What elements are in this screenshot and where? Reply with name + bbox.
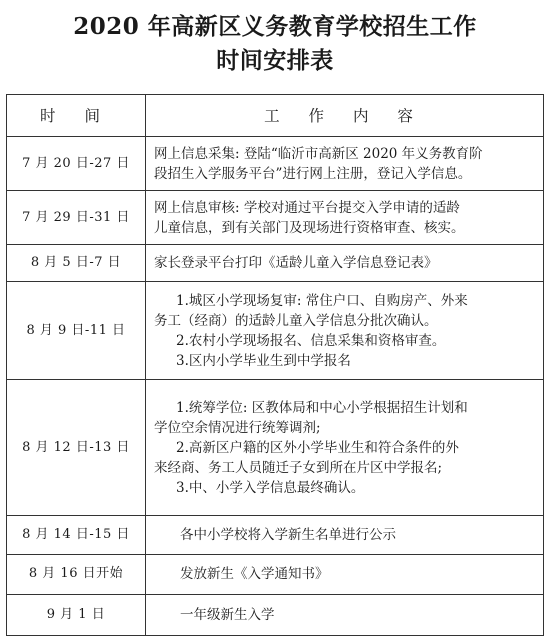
- content-line: 段招生入学服务平台”进行网上注册，登记入学信息。: [154, 165, 472, 182]
- content-line: 网上信息采集: 登陆“临沂市高新区 2020 年义务教育阶: [154, 145, 483, 162]
- table-row: [7, 244, 544, 281]
- content-line: 网上信息审核: 学校对通过平台提交入学申请的适龄: [154, 199, 460, 216]
- row-content: [146, 555, 544, 594]
- row-time: 8 月 14 日-15 日: [7, 515, 146, 554]
- content-line: 学位空余情况进行统筹调剂;: [154, 419, 321, 436]
- document-title: 2020 年高新区义务教育学校招生工作: [73, 13, 477, 40]
- table-header-row: [7, 95, 544, 137]
- content-line: 家长登录平台打印《适龄儿童入学信息登记表》: [154, 255, 438, 272]
- table-row: [7, 380, 544, 516]
- table-row: [7, 137, 544, 191]
- document-subtitle: 时间安排表: [216, 47, 334, 74]
- row-time: 8 月 5 日-7 日: [7, 244, 146, 281]
- header-time: 时 间: [7, 95, 146, 137]
- content-line: 一年级新生入学: [180, 606, 275, 623]
- content-line: 3.中、小学入学信息最终确认。: [176, 479, 365, 496]
- content-line: 3.区内小学毕业生到中学报名: [176, 352, 351, 369]
- row-time: 7 月 29 日-31 日: [7, 191, 146, 245]
- row-content: [146, 244, 544, 281]
- row-content: [146, 137, 544, 191]
- row-content: [146, 191, 544, 245]
- row-time: 8 月 16 日开始: [7, 555, 146, 594]
- content-line: 儿童信息，到有关部门及现场进行资格审查、核实。: [154, 219, 465, 236]
- schedule-table: [6, 94, 544, 636]
- table-row: [7, 594, 544, 635]
- row-content: [146, 594, 544, 635]
- row-time: 8 月 9 日-11 日: [7, 282, 146, 380]
- content-line: 发放新生《入学通知书》: [180, 566, 329, 583]
- row-time: 8 月 12 日-13 日: [7, 380, 146, 516]
- content-line: 2.农村小学现场报名、信息采集和资格审查。: [176, 332, 446, 349]
- content-line: 2.高新区户籍的区外小学毕业生和符合条件的外: [176, 439, 459, 456]
- row-content: [146, 380, 544, 516]
- row-time: 7 月 20 日-27 日: [7, 137, 146, 191]
- content-line: 务工（经商）的适龄儿童入学信息分批次确认。: [154, 312, 438, 329]
- header-content: 工 作 内 容: [146, 95, 544, 137]
- row-content: [146, 282, 544, 380]
- row-content: [146, 515, 544, 554]
- table-row: [7, 191, 544, 245]
- table-row: [7, 555, 544, 594]
- content-line: 来经商、务工人员随迁子女到所在片区中学报名;: [154, 459, 443, 476]
- content-line: 各中小学校将入学新生名单进行公示: [180, 527, 396, 544]
- table-row: [7, 282, 544, 380]
- row-time: 9 月 1 日: [7, 594, 146, 635]
- content-line: 1.统筹学位: 区教体局和中心小学根据招生计划和: [176, 399, 468, 416]
- content-line: 1.城区小学现场复审: 常住户口、自购房产、外来: [176, 292, 468, 309]
- table-row: [7, 515, 544, 554]
